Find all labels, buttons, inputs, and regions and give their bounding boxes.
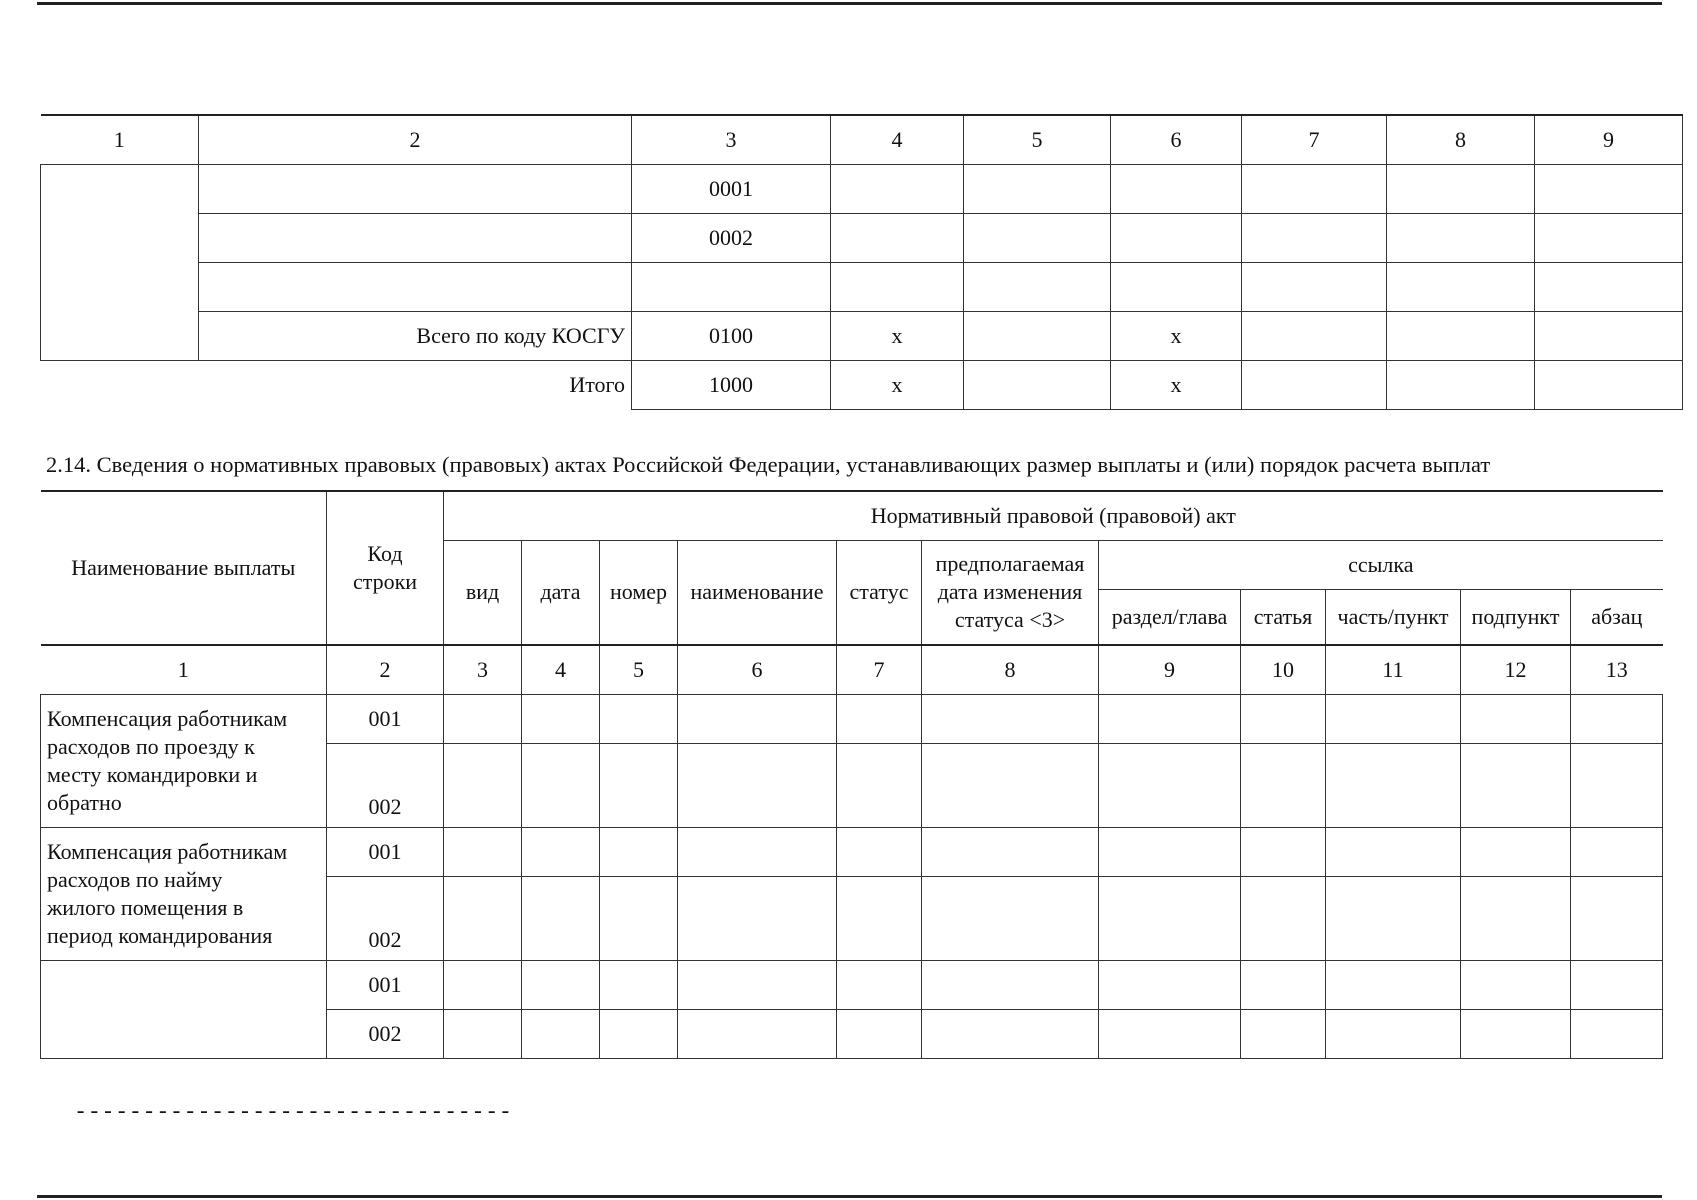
- table-cell[interactable]: [922, 1009, 1099, 1058]
- table-cell[interactable]: [444, 1009, 522, 1058]
- table-cell[interactable]: [1571, 1009, 1663, 1058]
- column-header-date: дата: [522, 540, 600, 645]
- table-cell[interactable]: [522, 827, 600, 876]
- column-header-part: часть/пункт: [1326, 589, 1461, 645]
- row-code: 0002: [632, 213, 831, 262]
- column-number: 9: [1535, 115, 1683, 164]
- table-cell[interactable]: [1099, 1009, 1241, 1058]
- table-cell[interactable]: [831, 213, 964, 262]
- table-cell[interactable]: [1535, 213, 1683, 262]
- column-number: 3: [632, 115, 831, 164]
- payment-name-line: жилого помещения в: [47, 894, 244, 920]
- row-code: 0100: [632, 311, 831, 360]
- table-cell[interactable]: [1535, 164, 1683, 213]
- column-number: 4: [831, 115, 964, 164]
- row-code: 001: [327, 960, 444, 1009]
- payment-name-line: расходов по найму: [47, 866, 223, 892]
- column-number: 7: [837, 645, 922, 694]
- table-cell[interactable]: [1571, 827, 1663, 876]
- table-row: [41, 262, 1683, 311]
- table-cell[interactable]: [1571, 876, 1663, 960]
- row-code: [632, 262, 831, 311]
- table-cell[interactable]: [199, 164, 632, 213]
- table-cell[interactable]: [964, 164, 1111, 213]
- table-cell[interactable]: [1535, 262, 1683, 311]
- row-code: 0001: [632, 164, 831, 213]
- table-cell[interactable]: [1461, 743, 1571, 827]
- total-row: [41, 360, 1683, 409]
- column-header-number: номер: [600, 540, 678, 645]
- table-row: [41, 213, 1683, 262]
- row-code: 002: [327, 1009, 444, 1058]
- subtotal-row: [41, 311, 1683, 360]
- table-header-row: [41, 491, 1663, 540]
- table-cell[interactable]: [964, 213, 1111, 262]
- section-title: 2.14. Сведения о нормативных правовых (правовых) актах Российской Федерации, устанавливающих размер выплаты и (или) порядок расчета выплат: [46, 452, 1491, 477]
- table-cell[interactable]: [922, 960, 1099, 1009]
- column-number: 8: [922, 645, 1099, 694]
- cross-mark: x: [831, 360, 964, 409]
- column-number: 7: [1242, 115, 1387, 164]
- table-cell[interactable]: [1535, 311, 1683, 360]
- table-cell[interactable]: [1099, 743, 1241, 827]
- column-header-section: раздел/глава: [1099, 589, 1241, 645]
- table-cell[interactable]: [678, 694, 837, 743]
- table-header-row: [41, 115, 1683, 164]
- table-cell[interactable]: [1326, 743, 1461, 827]
- cross-mark: x: [1111, 360, 1242, 409]
- column-number: 1: [41, 645, 327, 694]
- legal-acts-table: [40, 490, 1663, 1059]
- row-code: 001: [327, 694, 444, 743]
- table-cell[interactable]: [964, 311, 1111, 360]
- table-cell[interactable]: [522, 876, 600, 960]
- table-cell[interactable]: [1387, 213, 1535, 262]
- table-cell[interactable]: [522, 743, 600, 827]
- table-cell[interactable]: [600, 876, 678, 960]
- column-header-article: статья: [1241, 589, 1326, 645]
- table-cell[interactable]: [1387, 262, 1535, 311]
- column-number: 1: [41, 115, 199, 164]
- bottom-border-rule: [37, 1195, 1662, 1198]
- table-cell[interactable]: [1571, 743, 1663, 827]
- planned-date-line3: статуса <3>: [954, 607, 1066, 633]
- table-cell[interactable]: [600, 960, 678, 1009]
- table-cell[interactable]: [1461, 827, 1571, 876]
- payment-name: [41, 694, 327, 827]
- column-number: 6: [678, 645, 837, 694]
- table-cell[interactable]: [678, 1009, 837, 1058]
- table-cell[interactable]: [1242, 360, 1387, 409]
- table-cell[interactable]: [678, 876, 837, 960]
- row-code: 002: [327, 876, 444, 960]
- row-code: 1000: [632, 360, 831, 409]
- table-cell[interactable]: [1387, 360, 1535, 409]
- payment-name-line: период командирования: [47, 922, 273, 948]
- table-cell[interactable]: [444, 694, 522, 743]
- table-cell[interactable]: [522, 1009, 600, 1058]
- payment-name-line: месту командировки и: [47, 761, 258, 787]
- table-cell[interactable]: [1461, 876, 1571, 960]
- column-number: 6: [1111, 115, 1242, 164]
- planned-date-line2: дата изменения: [937, 579, 1083, 605]
- table-cell[interactable]: [1099, 876, 1241, 960]
- table-cell[interactable]: [199, 213, 632, 262]
- row-code: 002: [327, 743, 444, 827]
- table-cell[interactable]: [964, 262, 1111, 311]
- column-number: 9: [1099, 645, 1241, 694]
- table-cell[interactable]: [1571, 960, 1663, 1009]
- table-cell[interactable]: [1326, 1009, 1461, 1058]
- top-border-rule: [37, 2, 1662, 5]
- table-cell[interactable]: [1242, 262, 1387, 311]
- table-cell[interactable]: [1326, 827, 1461, 876]
- table-cell[interactable]: [522, 960, 600, 1009]
- table-cell[interactable]: [1461, 1009, 1571, 1058]
- expenses-table: [40, 114, 1683, 410]
- table-cell[interactable]: [1242, 164, 1387, 213]
- table-cell[interactable]: [1111, 164, 1242, 213]
- table-cell[interactable]: [1242, 311, 1387, 360]
- table-cell[interactable]: [831, 262, 964, 311]
- payment-name: [41, 827, 327, 960]
- footnote-separator: --------------------------------: [74, 1100, 513, 1125]
- table-cell[interactable]: [1241, 694, 1326, 743]
- table-cell[interactable]: [1241, 827, 1326, 876]
- table-cell[interactable]: [678, 960, 837, 1009]
- table-cell[interactable]: [1461, 694, 1571, 743]
- column-number: 5: [600, 645, 678, 694]
- table-cell[interactable]: [837, 743, 922, 827]
- column-number: 3: [444, 645, 522, 694]
- table-cell[interactable]: [1242, 213, 1387, 262]
- payment-name-line: обратно: [47, 789, 122, 815]
- total-label: Итого: [41, 360, 632, 409]
- column-header-planned-date: [922, 540, 1099, 645]
- payment-name-empty[interactable]: [41, 960, 327, 1058]
- column-number: 4: [522, 645, 600, 694]
- column-header-code: [327, 491, 444, 645]
- table-cell[interactable]: [922, 743, 1099, 827]
- column-number: 5: [964, 115, 1111, 164]
- table-cell[interactable]: [922, 827, 1099, 876]
- table-cell[interactable]: [837, 960, 922, 1009]
- column-number: 12: [1461, 645, 1571, 694]
- table-cell[interactable]: [1099, 960, 1241, 1009]
- column-header-name: Наименование выплаты: [41, 491, 327, 645]
- table-row: [41, 960, 1663, 1009]
- column-number: 13: [1571, 645, 1663, 694]
- column-header-title: наименование: [678, 540, 837, 645]
- table-cell[interactable]: [1387, 164, 1535, 213]
- table-cell[interactable]: [1099, 827, 1241, 876]
- table-cell[interactable]: [1241, 876, 1326, 960]
- table-cell[interactable]: [837, 876, 922, 960]
- table-cell[interactable]: [678, 743, 837, 827]
- table-cell[interactable]: [600, 743, 678, 827]
- column-header-subitem: подпункт: [1461, 589, 1571, 645]
- table-cell[interactable]: [444, 960, 522, 1009]
- table-cell[interactable]: [444, 743, 522, 827]
- table-cell[interactable]: [600, 694, 678, 743]
- cross-mark: x: [1111, 311, 1242, 360]
- table-cell[interactable]: [1111, 262, 1242, 311]
- table-cell[interactable]: [837, 1009, 922, 1058]
- row-code: 001: [327, 827, 444, 876]
- table-cell[interactable]: [964, 360, 1111, 409]
- table-cell[interactable]: [922, 694, 1099, 743]
- column-header-status: статус: [837, 540, 922, 645]
- payment-name-line: Компенсация работникам: [47, 705, 288, 731]
- table-cell[interactable]: [678, 827, 837, 876]
- table-cell[interactable]: [1387, 311, 1535, 360]
- table-cell[interactable]: [600, 827, 678, 876]
- column-number: 11: [1326, 645, 1461, 694]
- column-number: 8: [1387, 115, 1535, 164]
- column-header-vid: вид: [444, 540, 522, 645]
- subtotal-label: Всего по коду КОСГУ: [199, 311, 632, 360]
- table-row: [41, 827, 1663, 876]
- column-number: 2: [199, 115, 632, 164]
- column-header-paragraph: абзац: [1571, 589, 1663, 645]
- table-cell[interactable]: [837, 694, 922, 743]
- table-cell[interactable]: [1326, 694, 1461, 743]
- table-cell[interactable]: [199, 262, 632, 311]
- table-cell[interactable]: [1241, 960, 1326, 1009]
- payment-name-line: Компенсация работникам: [47, 838, 288, 864]
- column-header-code-line2: строки: [352, 569, 418, 594]
- table-row: [41, 164, 1683, 213]
- table-cell[interactable]: [1111, 213, 1242, 262]
- table-cell[interactable]: [1571, 694, 1663, 743]
- table-cell[interactable]: [1326, 960, 1461, 1009]
- table-cell[interactable]: [837, 827, 922, 876]
- column-number: 2: [327, 645, 444, 694]
- table-cell[interactable]: [1461, 960, 1571, 1009]
- table-cell[interactable]: [1241, 1009, 1326, 1058]
- cross-mark: x: [831, 311, 964, 360]
- column-group-legal-act: Нормативный правовой (правовой) акт: [444, 491, 1663, 540]
- table-cell[interactable]: [922, 876, 1099, 960]
- table-cell[interactable]: [831, 164, 964, 213]
- table-cell[interactable]: [600, 1009, 678, 1058]
- column-numbers-row: [41, 645, 1663, 694]
- table-cell[interactable]: [1099, 694, 1241, 743]
- planned-date-line1: предполагаемая: [935, 551, 1085, 577]
- table-cell-empty[interactable]: [41, 164, 199, 360]
- column-number: 10: [1241, 645, 1326, 694]
- table-cell[interactable]: [444, 876, 522, 960]
- table-cell[interactable]: [1535, 360, 1683, 409]
- table-cell[interactable]: [522, 694, 600, 743]
- table-cell[interactable]: [1326, 876, 1461, 960]
- column-header-code-line1: Код: [367, 541, 403, 566]
- table-cell[interactable]: [1241, 743, 1326, 827]
- payment-name-line: расходов по проезду к: [47, 733, 255, 759]
- column-group-reference: ссылка: [1099, 540, 1663, 589]
- table-cell[interactable]: [444, 827, 522, 876]
- table-row: [41, 694, 1663, 743]
